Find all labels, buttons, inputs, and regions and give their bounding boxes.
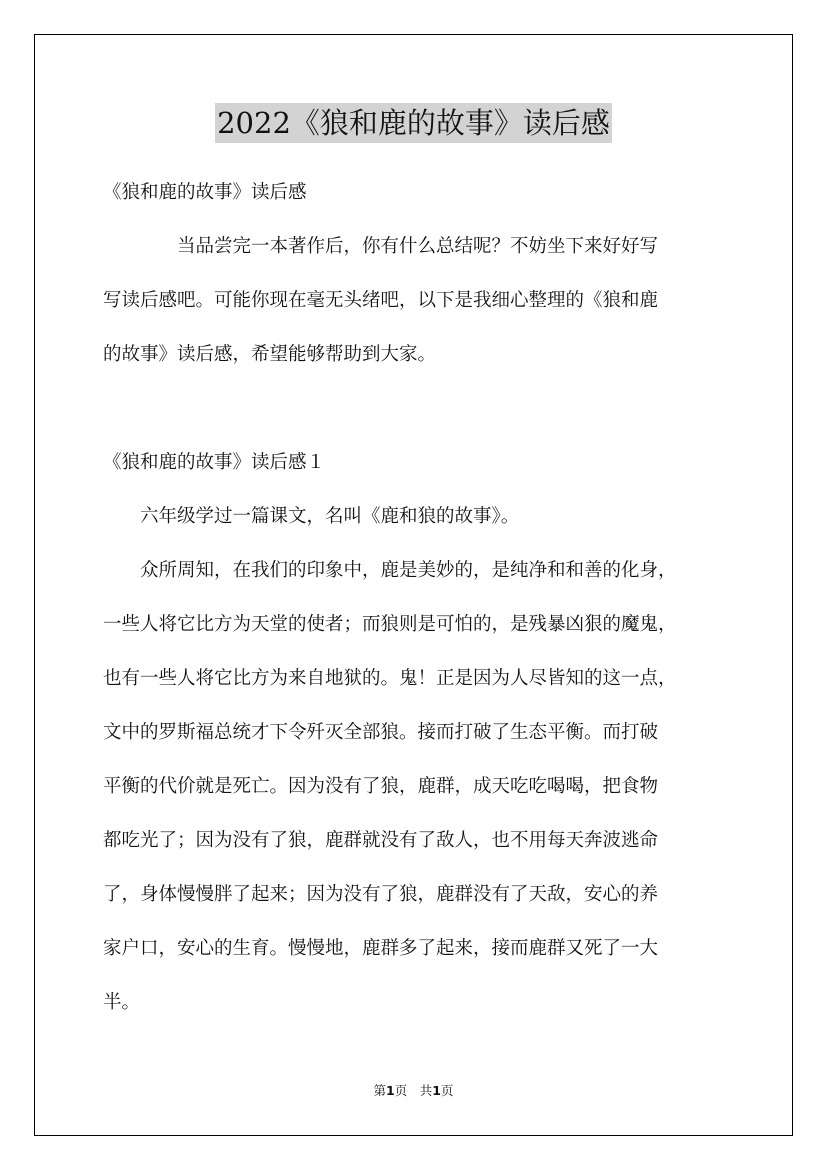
paragraph-2-line: 家户口，安心的生育。慢慢地，鹿群多了起来，接而鹿群又死了一大: [103, 938, 659, 959]
paragraph-2: [103, 544, 743, 1030]
page-footer: [0, 1082, 827, 1100]
paragraph-2-line: 了，身体慢慢胖了起来；因为没有了狼，鹿群没有了天敌，安心的养: [103, 884, 659, 905]
footer-suffix: 页: [440, 1083, 454, 1098]
paragraph-1-line: 六年级学过一篇课文，名叫《鹿和狼的故事》。: [103, 506, 520, 527]
document-title: 2022《狼和鹿的故事》读后感: [215, 103, 612, 143]
paragraph-2-line: 也有一些人将它比方为来自地狱的。鬼！正是因为人尽皆知的这一点，: [103, 668, 677, 689]
title-container: [0, 103, 827, 143]
intro-line: 写读后感吧。可能你现在毫无头绪吧，以下是我细心整理的《狼和鹿: [103, 290, 659, 311]
paragraph-2-line: 半。: [103, 992, 141, 1013]
paragraph-2-line: 文中的罗斯福总统才下令歼灭全部狼。接而打破了生态平衡。而打破: [103, 722, 659, 743]
section-heading: [103, 436, 743, 490]
paragraph-2-line: 都吃光了；因为没有了狼，鹿群就没有了敌人，也不用每天奔波逃命: [103, 830, 659, 851]
paragraph-2-line: 众所周知，在我们的印象中，鹿是美妙的，是纯净和和善的化身，: [103, 560, 677, 581]
footer-mid: 页 共: [394, 1083, 433, 1098]
intro-line: 的故事》读后感，希望能够帮助到大家。: [103, 344, 437, 365]
document-subtitle: [103, 166, 743, 220]
intro-line: 当品尝完一本著作后，你有什么总结呢？不妨坐下来好好写: [103, 236, 659, 257]
subtitle-line: 《狼和鹿的故事》读后感: [103, 182, 307, 203]
section-heading-line: 《狼和鹿的故事》读后感１: [103, 452, 326, 473]
paragraph-2-line: 一些人将它比方为天堂的使者；而狼则是可怕的，是残暴凶狠的魔鬼，: [103, 614, 677, 635]
paragraph-2-line: 平衡的代价就是死亡。因为没有了狼，鹿群，成天吃吃喝喝，把食物: [103, 776, 659, 797]
footer-page-total: 1: [432, 1083, 441, 1098]
footer-page-current: 1: [386, 1083, 395, 1098]
intro-paragraph: [103, 220, 743, 382]
paragraph-1: [103, 490, 743, 544]
footer-prefix: 第: [373, 1083, 387, 1098]
